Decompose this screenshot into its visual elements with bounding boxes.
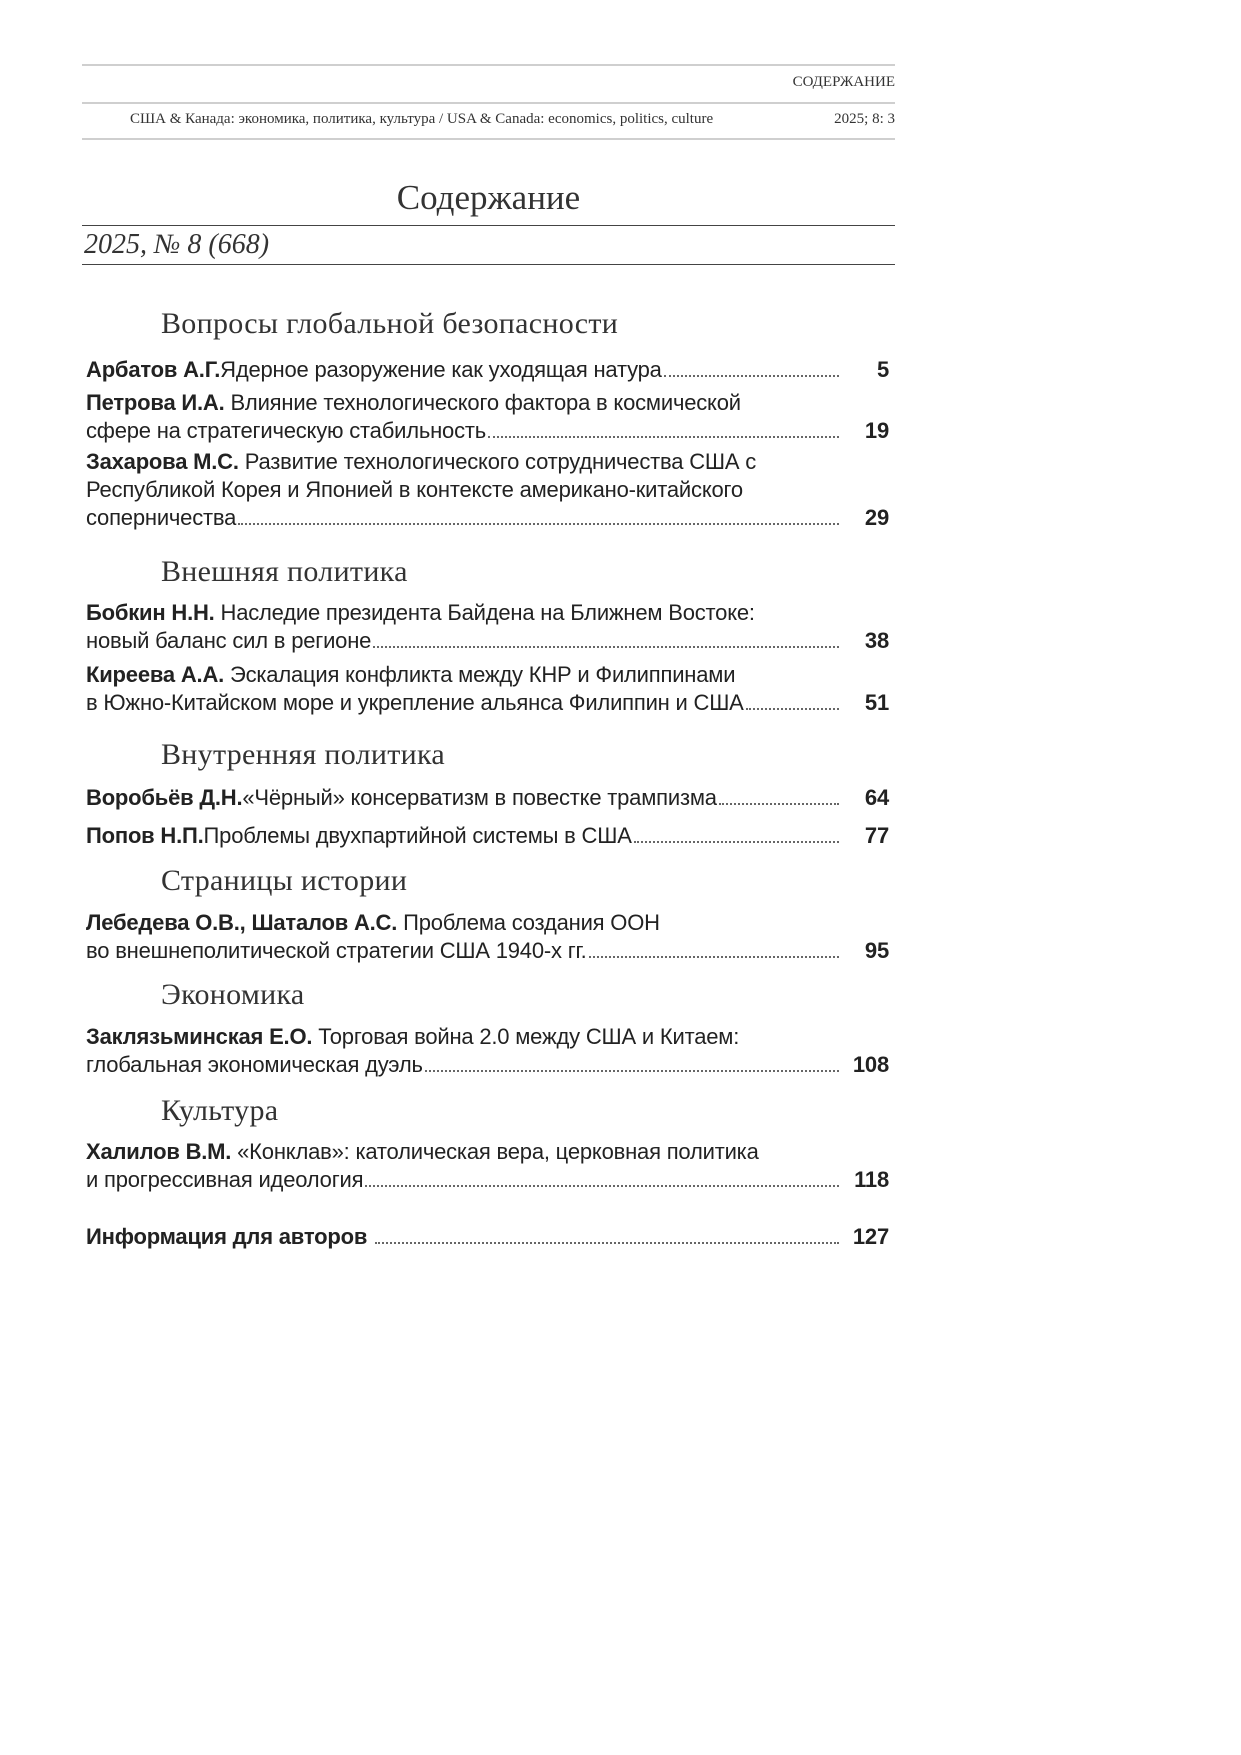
entry-line bbox=[86, 356, 889, 384]
header-rule-middle bbox=[82, 102, 895, 104]
page-number[interactable]: 95 bbox=[864, 938, 889, 963]
dot-leader bbox=[238, 523, 839, 525]
entry-title: в Южно-Китайском море и укрепление альянса Филиппин и США bbox=[86, 690, 744, 715]
entry-line bbox=[86, 1223, 889, 1251]
entry-line bbox=[86, 661, 889, 689]
dot-leader bbox=[375, 1242, 839, 1244]
page-number[interactable]: 29 bbox=[864, 505, 889, 530]
issue-number: 2025, № 8 (668) bbox=[84, 229, 270, 260]
page-reference: 2025; 8: 3 bbox=[834, 111, 895, 127]
entry-author: Воробьёв Д.Н. bbox=[86, 785, 243, 810]
entry-title: Влияние технологического фактора в космической bbox=[230, 390, 741, 415]
entry-author: Заклязьминская Е.О. bbox=[86, 1024, 313, 1049]
header-rule-top bbox=[82, 64, 895, 66]
entry-title: Эскалация конфликта между КНР и Филиппинами bbox=[229, 662, 736, 687]
entry-line bbox=[86, 627, 889, 655]
entry-author: Халилов В.М. bbox=[86, 1139, 232, 1164]
info-for-authors-entry[interactable] bbox=[86, 1223, 889, 1251]
toc-entry[interactable] bbox=[86, 389, 889, 445]
info-for-authors-label: Информация для авторов bbox=[86, 1224, 368, 1249]
dot-leader bbox=[365, 1185, 839, 1187]
toc-entry[interactable] bbox=[86, 661, 889, 717]
entry-author: Лебедева О.В., Шаталов А.С. bbox=[86, 910, 398, 935]
entry-title: и прогрессивная идеология bbox=[86, 1167, 364, 1192]
dot-leader bbox=[746, 708, 839, 710]
entry-author: Захарова М.С. bbox=[86, 449, 239, 474]
entry-title: во внешнеполитической стратегии США 1940-х гг. bbox=[86, 938, 587, 963]
section-heading: Внешняя политика bbox=[161, 555, 408, 588]
entry-title: «Конклав»: католическая вера, церковная политика bbox=[237, 1139, 759, 1164]
header-rule-bottom bbox=[82, 138, 895, 140]
page-number[interactable]: 38 bbox=[864, 628, 889, 653]
page-number[interactable]: 5 bbox=[876, 357, 889, 382]
entry-line bbox=[86, 504, 889, 532]
entry-author: Петрова И.А. bbox=[86, 390, 225, 415]
entry-title: Ядерное разоружение как уходящая натура bbox=[220, 357, 662, 382]
entry-line bbox=[86, 1023, 889, 1051]
entry-line bbox=[86, 389, 889, 417]
title-rule bbox=[82, 225, 895, 226]
entry-line bbox=[86, 599, 889, 627]
dot-leader bbox=[589, 956, 839, 958]
entry-title: Проблемы двухпартийной системы в США bbox=[203, 823, 632, 848]
toc-entry[interactable] bbox=[86, 1138, 889, 1194]
page-number[interactable]: 51 bbox=[864, 690, 889, 715]
dot-leader bbox=[373, 646, 839, 648]
toc-entry[interactable] bbox=[86, 1023, 889, 1079]
entry-line bbox=[86, 937, 889, 965]
toc-entry[interactable] bbox=[86, 784, 889, 812]
entry-title: Республикой Корея и Японией в контексте американо-китайского bbox=[86, 477, 743, 502]
entry-title: Проблема создания ООН bbox=[403, 910, 660, 935]
toc-entry[interactable] bbox=[86, 448, 889, 532]
section-heading: Экономика bbox=[161, 978, 305, 1011]
section-heading: Внутренняя политика bbox=[161, 738, 446, 771]
entry-author: Попов Н.П. bbox=[86, 823, 204, 848]
page-number[interactable]: 108 bbox=[852, 1052, 889, 1077]
journal-name: США & Канада: экономика, политика, культура / USA & Canada: economics, politics, culture bbox=[130, 111, 714, 127]
issue-rule bbox=[82, 264, 895, 265]
entry-line bbox=[86, 448, 889, 476]
entry-line bbox=[86, 476, 889, 504]
page-number[interactable]: 118 bbox=[854, 1167, 889, 1192]
dot-leader bbox=[664, 375, 839, 377]
toc-entry[interactable] bbox=[86, 822, 889, 850]
entry-title: новый баланс сил в регионе bbox=[86, 628, 372, 653]
entry-title: сфере на стратегическую стабильность bbox=[86, 418, 487, 443]
section-heading: Культура bbox=[161, 1094, 279, 1127]
entry-line bbox=[86, 822, 889, 850]
entry-line bbox=[86, 784, 889, 812]
entry-title: Торговая война 2.0 между США и Китаем: bbox=[318, 1024, 740, 1049]
entry-author: Киреева А.А. bbox=[86, 662, 225, 687]
dot-leader bbox=[488, 436, 839, 438]
section-heading: Страницы истории bbox=[161, 864, 408, 897]
entry-line bbox=[86, 909, 889, 937]
entry-author: Бобкин Н.Н. bbox=[86, 600, 215, 625]
toc-entry[interactable] bbox=[86, 599, 889, 655]
toc-entry[interactable] bbox=[86, 356, 889, 384]
entry-line bbox=[86, 1166, 889, 1194]
page-number[interactable]: 19 bbox=[864, 418, 889, 443]
entry-title: Наследие президента Байдена на Ближнем Востоке: bbox=[220, 600, 755, 625]
page-number[interactable]: 64 bbox=[864, 785, 889, 810]
section-heading: Вопросы глобальной безопасности bbox=[161, 307, 619, 340]
running-head: СОДЕРЖАНИЕ bbox=[792, 74, 895, 90]
entry-line bbox=[86, 417, 889, 445]
entry-title: глобальная экономическая дуэль bbox=[86, 1052, 423, 1077]
toc-entry[interactable] bbox=[86, 909, 889, 965]
entry-title: соперничества bbox=[86, 505, 237, 530]
entry-line bbox=[86, 1051, 889, 1079]
entry-author: Арбатов А.Г. bbox=[86, 357, 221, 382]
dot-leader bbox=[634, 841, 839, 843]
dot-leader bbox=[425, 1070, 839, 1072]
page-number[interactable]: 77 bbox=[864, 823, 889, 848]
entry-line bbox=[86, 1138, 889, 1166]
entry-line bbox=[86, 689, 889, 717]
page-number[interactable]: 127 bbox=[852, 1224, 889, 1249]
entry-title: Развитие технологического сотрудничества США с bbox=[244, 449, 757, 474]
dot-leader bbox=[719, 803, 839, 805]
entry-title: «Чёрный» консерватизм в повестке трампизма bbox=[242, 785, 717, 810]
page-title: Содержание bbox=[396, 178, 581, 217]
